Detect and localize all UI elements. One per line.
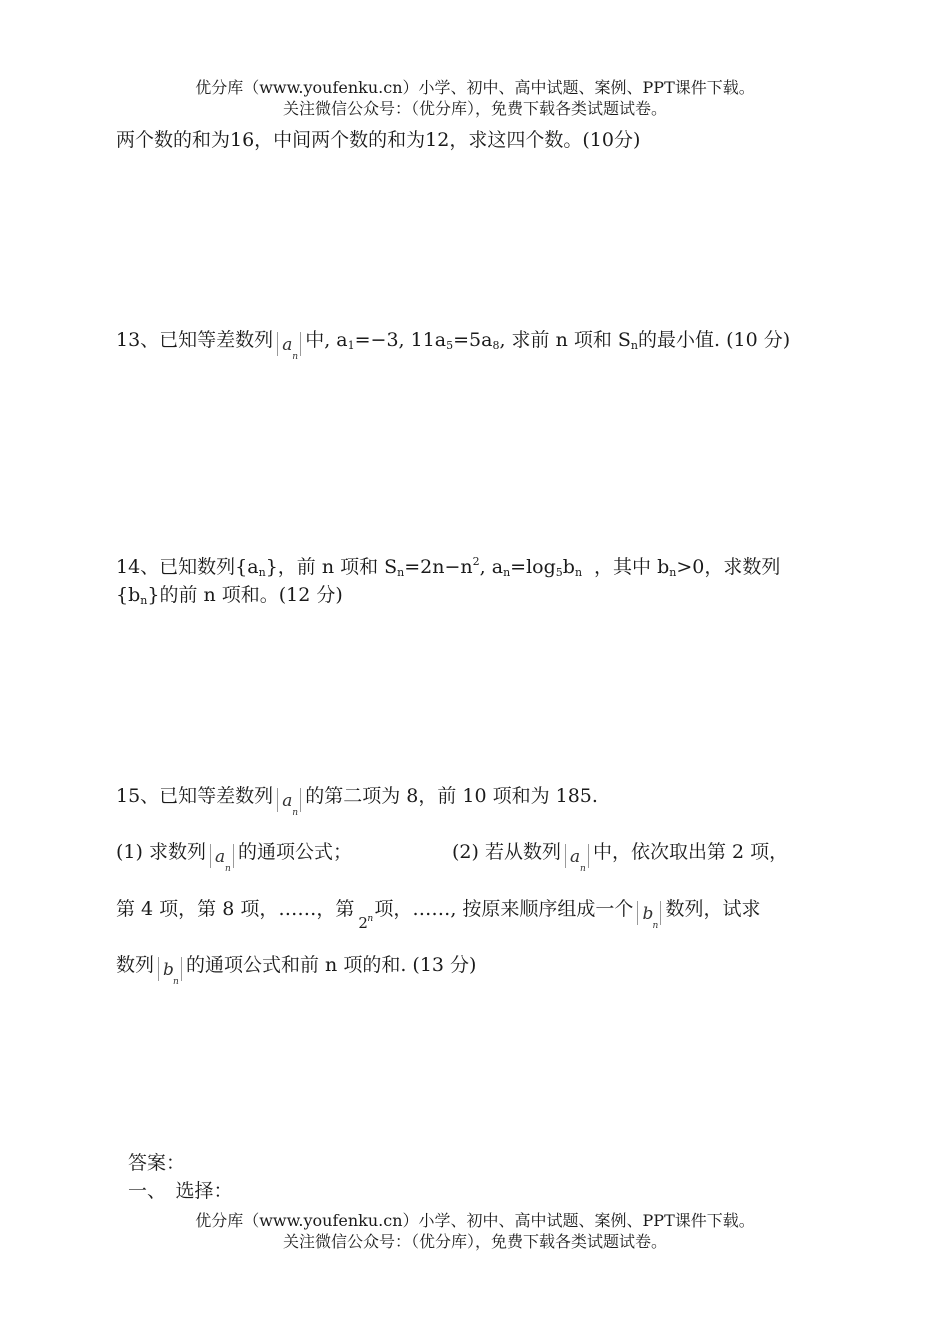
- question-13: 13、已知等差数列 a n 中, $a_1=-3$, $11a_5=5a_8$, 求前 n 项和 $S_n$的最小值. (10 分): [116, 329, 791, 362]
- question-15-line-4: 数列 b n 的通项公式和前 n 项的和. (13 分): [116, 954, 477, 987]
- sequence-a-n-symbol: a n: [208, 841, 236, 867]
- question-15-line-1: 15、已知等差数列 a n 的第二项为 8，前 10 项和为 185.: [116, 785, 598, 818]
- question-15-line-2: (1) 求数列 a n 的通项公式； (2) 若从数列 a n 中，依次取出第 2 项，: [116, 841, 789, 874]
- sequence-b-n-symbol: b n: [635, 898, 663, 924]
- question-12-text: 两个数的和为16，中间两个数的和为12，求这四个数。(10分): [116, 129, 641, 151]
- sequence-a-n-symbol: a n: [275, 329, 303, 355]
- question-14-line-2: $\{b_n\}$的前 n 项和。(12 分): [116, 584, 343, 607]
- power-2-n-symbol: 2 n: [358, 914, 374, 932]
- footer-line-2: 关注微信公众号：（优分库），免费下载各类试题试卷。: [282, 1232, 667, 1251]
- question-14-line-1: 14、已知数列$\{a_n\}$，前 n 项和 $S_n=2n-n^2$, $a_n=\log_5b_n$ ，其中 $b_n>0$，求数列: [116, 555, 781, 579]
- answers-section-1: 一、 选择：: [128, 1180, 233, 1202]
- question-15-line-3: 第 4 项，第 8 项，……，第 2 n 项，……, 按原来顺序组成一个 b n 数列，试求: [116, 898, 761, 932]
- header-line-1: 优分库（www.youfenku.cn）小学、初中、高中试题、案例、PPT课件下载。: [195, 78, 755, 97]
- sequence-b-n-symbol: b n: [156, 954, 184, 980]
- answers-title: 答案：: [128, 1152, 186, 1174]
- sequence-a-n-symbol: a n: [275, 785, 303, 811]
- sequence-a-n-symbol: a n: [563, 841, 591, 867]
- footer-line-1: 优分库（www.youfenku.cn）小学、初中、高中试题、案例、PPT课件下载。: [195, 1211, 755, 1230]
- header-line-2: 关注微信公众号：（优分库），免费下载各类试题试卷。: [282, 99, 667, 118]
